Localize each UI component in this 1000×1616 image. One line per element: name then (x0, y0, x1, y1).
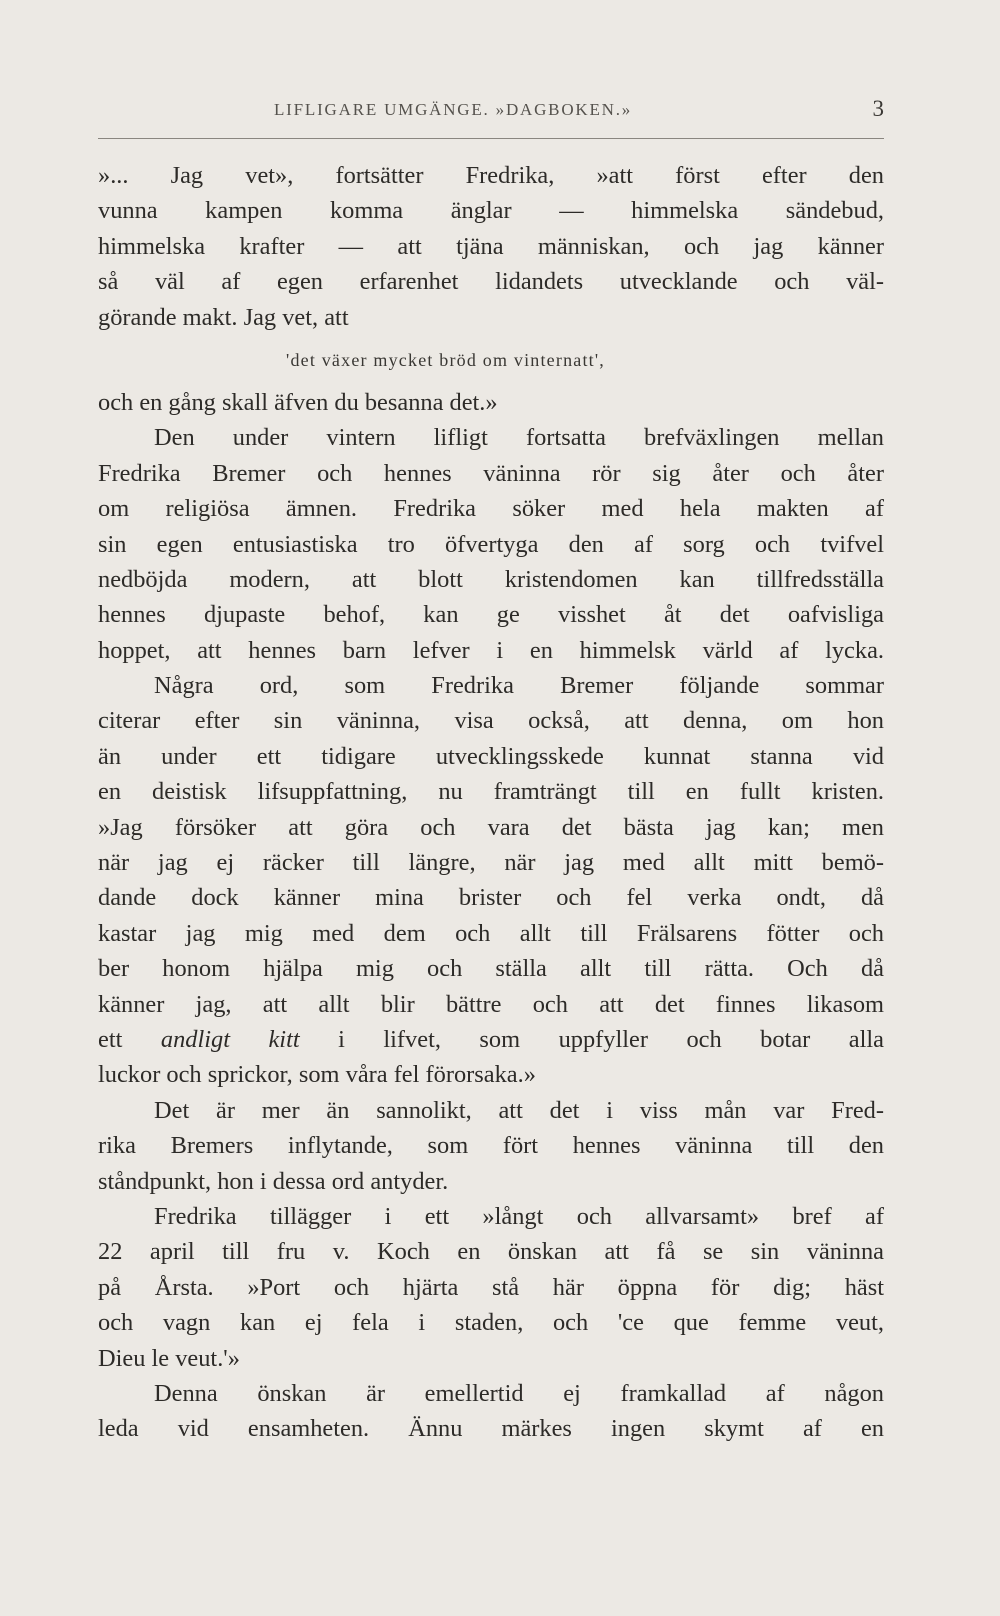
text-line (98, 1022, 884, 1057)
paragraph-start-line: Det är mer än sannolikt, att det i viss mån var Fred- (154, 1096, 884, 1124)
text-fragment: i lifvet, som uppfyller och botar alla (338, 1025, 884, 1053)
text-line: hennes djupaste behof, kan ge visshet åt det oafvisliga (98, 601, 884, 629)
paragraph-start-line: Den under vintern lifligt fortsatta brefväxlingen mellan (154, 424, 884, 452)
page-number: 3 (872, 96, 884, 121)
text-line: nedböjda modern, att blott kristendomen kan tillfredsställa (98, 565, 884, 593)
text-line: dande dock känner mina brister och fel verka ondt, då (98, 884, 884, 912)
emphasized-phrase: andligt kitt (160, 1025, 300, 1053)
text-line: så väl af egen erfarenhet lidandets utvecklande och väl- (98, 268, 884, 296)
text-line: 22 april till fru v. Koch en önskan att få se sin väninna (98, 1238, 884, 1266)
text-line: himmelska krafter — att tjäna människan, och jag känner (98, 232, 884, 260)
paragraph-start-line: Denna önskan är emellertid ej framkallad af någon (154, 1379, 884, 1407)
text-line: på Årsta. »Port och hjärta stå här öppna för dig; häst (98, 1273, 884, 1301)
text-line: luckor och sprickor, som våra fel förorsaka.» (98, 1061, 536, 1089)
text-line: citerar efter sin väninna, visa också, att denna, om hon (98, 707, 884, 735)
text-line: om religiösa ämnen. Fredrika söker med hela makten af (98, 495, 884, 523)
verse-quotation: 'det växer mycket bröd om vinternatt', (286, 349, 606, 370)
text-line: Dieu le veut.'» (98, 1344, 240, 1372)
text-line: ståndpunkt, hon i dessa ord antyder. (98, 1167, 449, 1195)
paragraph-start-line: Fredrika tillägger i ett »långt och allvarsamt» bref af (154, 1202, 884, 1230)
paragraph-start-line: Några ord, som Fredrika Bremer följande sommar (154, 672, 884, 700)
header-rule (98, 138, 884, 139)
text-line: kastar jag mig med dem och allt till Frälsarens fötter och (98, 919, 884, 947)
text-line: och vagn kan ej fela i staden, och 'ce que femme veut, (98, 1309, 884, 1337)
running-title: LIFLIGARE UMGÄNGE. »DAGBOKEN.» (274, 100, 633, 119)
text-line: leda vid ensamheten. Ännu märkes ingen skymt af en (98, 1415, 884, 1443)
text-line: när jag ej räcker till längre, när jag med allt mitt bemö- (98, 849, 884, 877)
text-fragment: ett (98, 1025, 123, 1053)
text-line: än under ett tidigare utvecklingsskede kunnat stanna vid (98, 742, 884, 770)
text-line: rika Bremers inflytande, som fört hennes väninna till den (98, 1132, 884, 1160)
text-line: vunna kampen komma änglar — himmelska sändebud, (98, 197, 884, 225)
text-line: ber honom hjälpa mig och ställa allt till rätta. Och då (98, 955, 884, 983)
text-line: »... Jag vet», fortsätter Fredrika, »att först efter den (98, 162, 884, 189)
text-line: och en gång skall äfven du besanna det.» (98, 388, 498, 416)
text-line: »Jag försöker att göra och vara det bästa jag kan; men (98, 813, 884, 841)
body-text (98, 158, 884, 1447)
text-line: sin egen entusiastiska tro öfvertyga den af sorg och tvifvel (98, 530, 884, 558)
text-line: Fredrika Bremer och hennes väninna rör sig åter och åter (98, 459, 884, 487)
text-line: känner jag, att allt blir bättre och att det finnes likasom (98, 990, 884, 1018)
text-line: görande makt. Jag vet, att (98, 303, 349, 331)
text-line: en deistisk lifsuppfattning, nu framträngt till en fullt kristen. (98, 778, 884, 806)
running-head (98, 96, 884, 132)
text-line: hoppet, att hennes barn lefver i en himmelsk värld af lycka. (98, 636, 884, 664)
